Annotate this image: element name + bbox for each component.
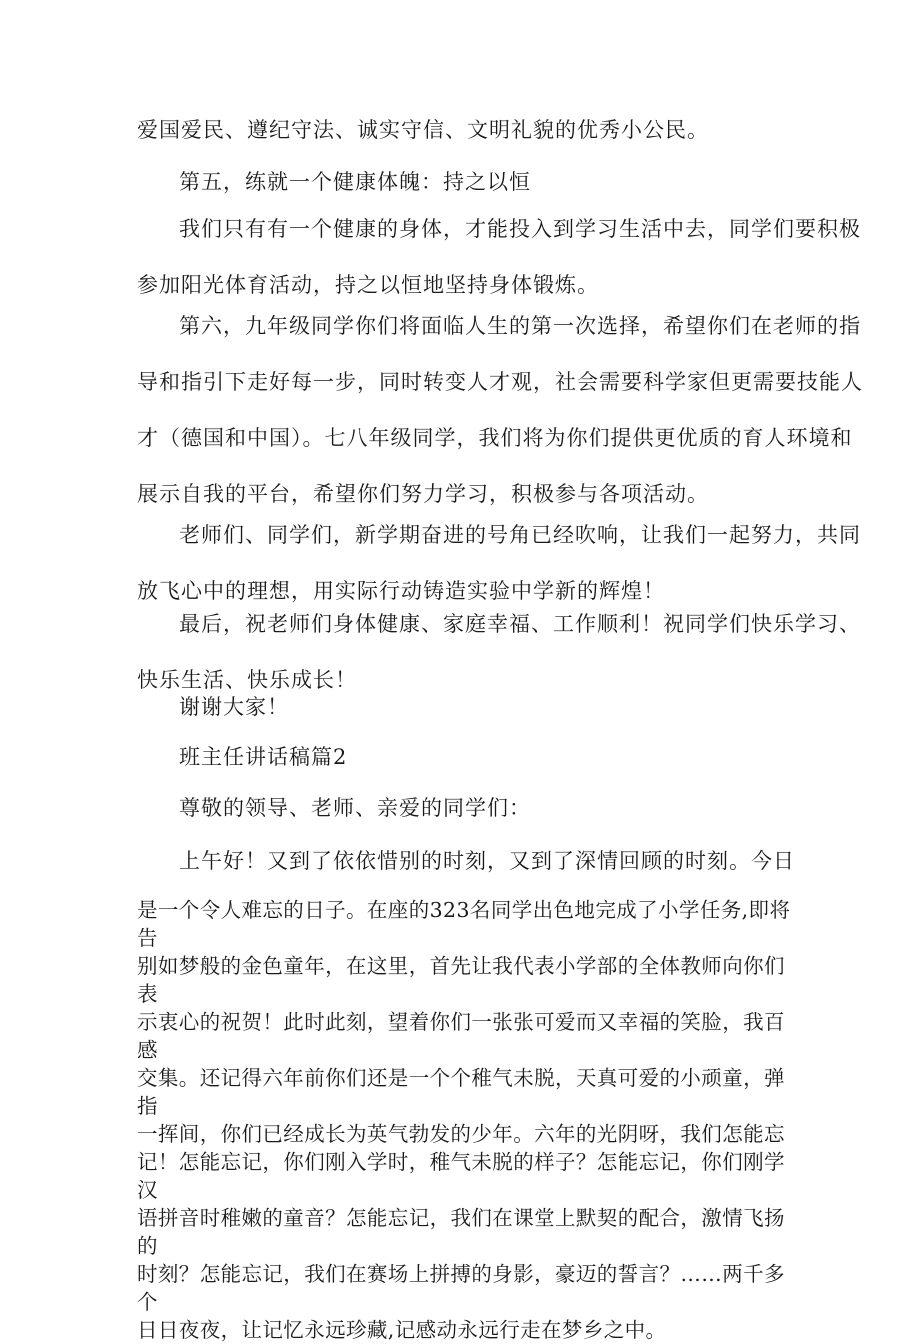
text-line: 谢谢大家！: [179, 695, 289, 719]
text-line: 第五，练就一个健康体魄：持之以恒: [179, 170, 531, 194]
text-line: 参加阳光体育活动，持之以恒地坚持身体锻炼。: [137, 273, 599, 297]
text-line: 第六，九年级同学你们将面临人生的第一次选择，希望你们在老师的指: [179, 314, 861, 338]
text-line: 放飞心中的理想，用实际行动铸造实验中学新的辉煌！: [137, 579, 665, 603]
section-title: [137, 729, 797, 785]
paragraph-continuation: [137, 102, 797, 158]
paragraph-greeting: [137, 833, 797, 889]
text-line: 上午好！又到了依依惜别的时刻，又到了深情回顾的时刻。今日: [179, 849, 795, 873]
text-line: 日日夜夜，让记忆永远珍藏,记感动永远行走在梦乡之中。: [137, 1318, 667, 1342]
text-line: 班主任讲话稿篇2: [179, 745, 348, 769]
text-line: 是一个令人难忘的日子。在座的323名同学出色地完成了小学任务,即将告: [137, 898, 791, 950]
text-line: 老师们、同学们，新学期奋进的号角已经吹响，让我们一起努力，共同: [179, 523, 861, 547]
text-line: 别如梦般的金色童年，在这里，首先让我代表小学部的全体教师向你们表: [137, 954, 785, 1006]
text-line: 才（德国和中国）。七八年级同学，我们将为你们提供更优质的育人环境和: [137, 426, 853, 450]
text-line: 最后，祝老师们身体健康、家庭幸福、工作顺利！祝同学们快乐学习、: [179, 612, 861, 636]
text-line: 快乐生活、快乐成长！: [137, 668, 357, 692]
text-line: 一挥间，你们已经成长为英气勃发的少年。六年的光阴呀，我们怎能忘: [137, 1122, 785, 1146]
text-line: 展示自我的平台，希望你们努力学习，积极参与各项活动。: [137, 482, 709, 506]
paragraph-sixth: [137, 298, 863, 522]
text-line: 尊敬的领导、老师、亲爱的同学们：: [179, 796, 531, 820]
salutation: [137, 780, 797, 836]
paragraph-farewell-body: [137, 896, 797, 1344]
paragraph-health: [137, 201, 861, 313]
text-line: 示衷心的祝贺！此时此刻，望着你们一张张可爱而又幸福的笑脸，我百感: [137, 1010, 785, 1062]
text-line: 语拼音时稚嫩的童音？怎能忘记，我们在课堂上默契的配合，激情飞扬的: [137, 1206, 785, 1258]
text-line: 导和指引下走好每一步，同时转变人才观，社会需要科学家但更需要技能人: [137, 370, 863, 394]
text-line: 交集。还记得六年前你们还是一个个稚气未脱，天真可爱的小顽童，弹指: [137, 1066, 785, 1118]
text-line: 记！怎能忘记，你们刚入学时，稚气未脱的样子？怎能忘记，你们刚学汉: [137, 1150, 785, 1202]
text-line: 我们只有有一个健康的身体，才能投入到学习生活中去，同学们要积极: [179, 217, 861, 241]
text-line: 爱国爱民、遵纪守法、诚实守信、文明礼貌的优秀小公民。: [137, 118, 709, 142]
text-line: 时刻？怎能忘记，我们在赛场上拼搏的身影，豪迈的誓言？……两千多个: [137, 1262, 785, 1314]
paragraph-thanks: [137, 679, 797, 735]
